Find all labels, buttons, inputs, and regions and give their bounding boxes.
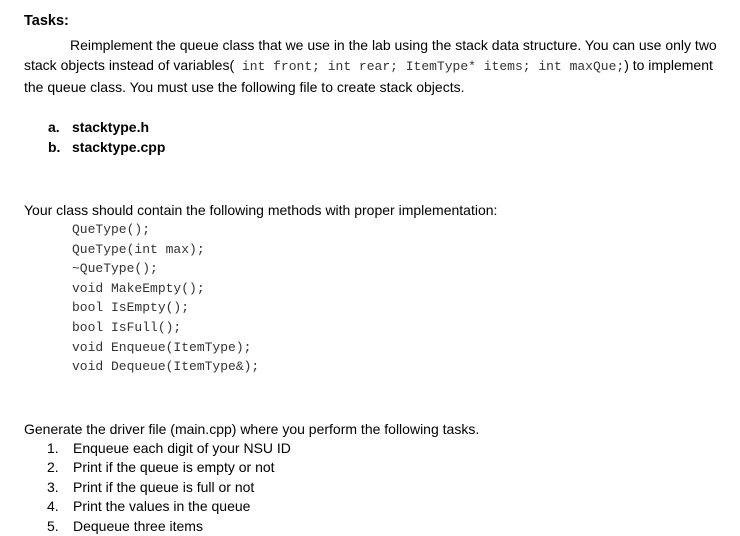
method-signature: void Dequeue(ItemType&); — [72, 359, 260, 375]
task-number: 4. — [47, 498, 59, 515]
intro-text-start: Reimplement the queue class that we use in the lab using the stack data structure. You can use only two stack objects instead of variables( — [24, 37, 717, 73]
task-text: Enqueue each digit of your NSU ID — [73, 439, 291, 456]
file-name: stacktype.cpp — [72, 139, 166, 155]
task-item — [47, 458, 724, 478]
task-text: Print the values in the queue — [73, 498, 251, 515]
method-signature: ~QueType(); — [72, 261, 158, 277]
assignment-content — [24, 11, 724, 536]
task-item — [47, 517, 724, 536]
task-text: Print if the queue is empty or not — [73, 459, 275, 476]
file-list-item — [48, 137, 724, 157]
driver-intro: Generate the driver file (main.cpp) where you perform the following tasks. — [24, 420, 480, 437]
intro-paragraph — [24, 35, 724, 97]
file-marker: a. — [48, 119, 60, 135]
method-signature: void Enqueue(ItemType); — [72, 339, 252, 355]
task-list — [47, 439, 724, 536]
file-name: stacktype.h — [72, 119, 150, 135]
method-signature: void MakeEmpty(); — [72, 280, 205, 296]
file-list — [48, 117, 724, 157]
task-text: Dequeue three items — [73, 517, 203, 534]
task-text: Print if the queue is full or not — [73, 478, 255, 495]
task-item — [47, 497, 724, 517]
intro-inline-code: int front; int rear; ItemType* items; int maxQue; — [234, 59, 625, 74]
task-item — [47, 478, 724, 498]
task-number: 3. — [47, 478, 59, 495]
task-item — [47, 439, 724, 459]
method-signature: QueType(); — [72, 222, 151, 237]
task-number: 1. — [47, 439, 59, 456]
intro-text-end: ) to implement the queue class. You must use the following file to create stack objects. — [24, 57, 713, 95]
task-number: 5. — [47, 517, 59, 534]
file-marker: b. — [48, 139, 61, 155]
section-title: Tasks: — [24, 13, 69, 29]
method-signature: QueType(int max); — [72, 241, 205, 257]
method-signature: bool IsFull(); — [72, 319, 182, 335]
file-list-item — [48, 117, 724, 137]
task-number: 2. — [47, 459, 59, 476]
method-signature: bool IsEmpty(); — [72, 300, 190, 316]
method-list — [72, 220, 724, 377]
methods-intro: Your class should contain the following methods with proper implementation: — [24, 202, 498, 218]
